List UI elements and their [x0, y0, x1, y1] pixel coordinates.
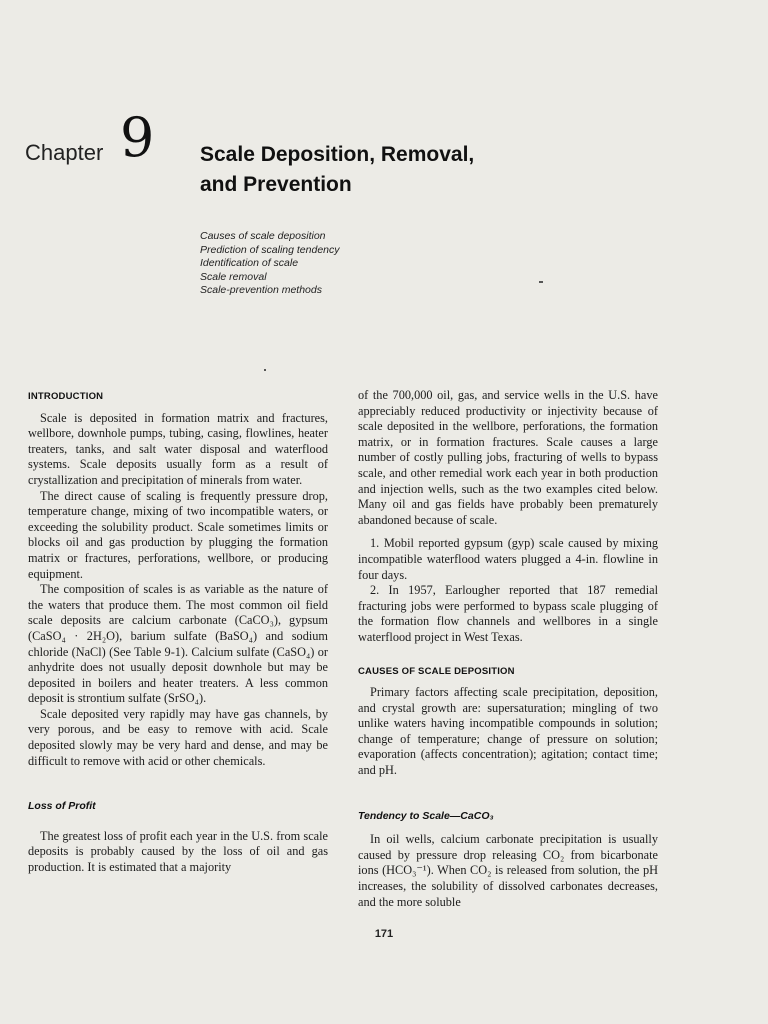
print-speck: [264, 369, 266, 371]
topic-item: Scale-prevention methods: [200, 284, 322, 296]
loss-of-profit-heading: Loss of Profit: [28, 800, 96, 813]
paragraph: The direct cause of scaling is frequently pressure drop, temperature change, mixing of two incompatible waters, or exceeding the solubility product. Scale sometimes limits or blocks oil and gas production by plugging the formation matrix or fractures, perforations, wellbore, or producing equipment.: [28, 488, 328, 581]
tendency-heading: Tendency to Scale—CaCO₃: [358, 809, 494, 822]
paragraph: The composition of scales is as variable as the nature of the waters that produce them. The most common oil field scale deposits are calcium carbonate (CaCO₃), gypsum (CaSO₄ · 2H₂O), barium sulfate (BaSO₄) and sodium chloride (NaCl) (See Table 9-1). Calcium sulfate (CaSO₄) or anhydrite does not usually deposit downhole but may be deposited in boilers and heater treaters. A less common deposit is strontium sulfate (SrSO₄).: [28, 582, 328, 706]
right-column: [358, 388, 658, 910]
topic-item: Causes of scale deposition: [200, 230, 326, 242]
paragraph: of the 700,000 oil, gas, and service wells in the U.S. have appreciably reduced productivity or injectivity because of scale deposited in the wellbore, perforations, the formation matrix, or in formation fractures. Scale causes a large number of costly pulling jobs, fracturing of wells to bypass scale, and other remedial work each year in both production and injection wells, such as the two examples cited below. Many oil and gas fields have probably been prematurely abandoned because of scale.: [358, 388, 658, 527]
paragraph: Scale is deposited in formation matrix and fractures, wellbore, downhole pumps, tubing, casing, flowlines, heater treaters, tanks, and salt water disposal and waterflood systems. Scale deposits usually form as a result of crystallization and precipitation of minerals from water.: [28, 410, 328, 487]
topic-item: Identification of scale: [200, 257, 299, 269]
left-column: [28, 389, 328, 876]
chapter-title: [200, 140, 620, 200]
chapter-number: 9: [120, 106, 155, 169]
introduction-heading: INTRODUCTION: [28, 391, 104, 402]
chapter-topics-list: [200, 230, 580, 298]
chapter-title-line-2: and Prevention: [200, 173, 352, 196]
causes-heading: CAUSES OF SCALE DEPOSITION: [358, 665, 515, 677]
chapter-label: Chapter: [25, 140, 104, 165]
paragraph: The greatest loss of profit each year in the U.S. from scale deposits is probably caused by the loss of oil and gas production. It is estimated that a majority: [28, 828, 328, 875]
example-item: 1. Mobil reported gypsum (gyp) scale caused by mixing incompatible waterflood waters plugged a 4-in. flowline in four days.: [358, 536, 658, 582]
example-item: 2. In 1957, Earlougher reported that 187 remedial fracturing jobs were performed to bypass scale plugging of the formation flow channels and wellbores in a single waterflood project in West Texas.: [358, 583, 658, 644]
paragraph: Primary factors affecting scale precipitation, deposition, and crystal growth are: supersaturation; mingling of two unlike waters having incompatible compounds in solution; change of temperature; change of pressure on solution; evaporation (affects concentration); agitation; contact time; and pH.: [358, 685, 658, 778]
paragraph: Scale deposited very rapidly may have gas channels, by very porous, and be easy to remove with acid. Scale deposited slowly may be very hard and dense, and may be difficult to remove with acid or other chemicals.: [28, 706, 328, 768]
paragraph: In oil wells, calcium carbonate precipitation is usually caused by pressure drop releasing CO₂ from bicarbonate ions (HCO₃⁻¹). When CO₂ is released from solution, the pH increases, the solubility of dissolved carbonates decreases, and the more soluble: [358, 832, 658, 909]
page-number: 171: [374, 928, 394, 940]
chapter-title-line-1: Scale Deposition, Removal,: [200, 143, 475, 166]
topic-item: Scale removal: [200, 270, 267, 283]
print-speck: [539, 281, 543, 283]
topic-item: Prediction of scaling tendency: [200, 243, 340, 256]
